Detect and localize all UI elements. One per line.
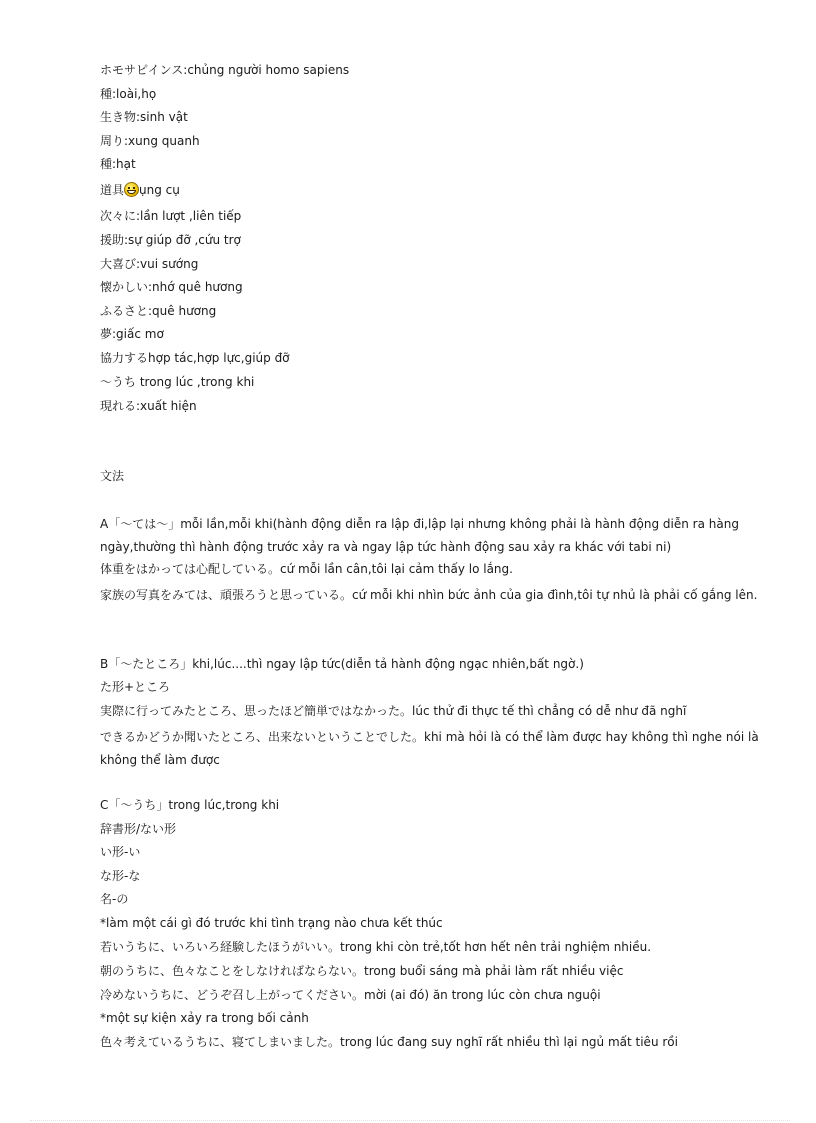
vocab-item: 懐かしい:nhớ quê hương	[100, 280, 243, 294]
vocab-item: 協力するhợp tác,hợp lực,giúp đỡ	[100, 351, 290, 365]
vocab-item: 次々に:lần lượt ,liên tiếp	[100, 209, 242, 223]
page-bottom-rule	[30, 1120, 790, 1121]
vocab-item: 援助:sự giúp đỡ ,cứu trợ	[100, 233, 241, 247]
vocab-item: 周り:xung quanh	[100, 134, 200, 148]
grammar-c-example: 冷めないうちに、どうぞ召し上がってください。mời (ai đó) ăn trong lúc còn chưa nguội	[100, 988, 601, 1002]
grammar-c-example: 朝のうちに、色々なことをしなければならない。trong buổi sáng mà phải làm rất nhiều việc	[100, 964, 624, 978]
grammar-b-example: 実際に行ってみたところ、思ったほど簡単ではなかった。lúc thử đi thực tế thì chẳng có dễ như đã nghĩ	[100, 704, 687, 718]
grammar-c-form: い形-い	[100, 845, 141, 859]
grammar-a-intro: A「〜ては〜」mỗi lần,mỗi khi(hành động diễn ra lập đi,lập lại nhưng không phải là hành động diễn ra hàng ngày,thường thì hành động trước xảy ra và ngay lập tức hành động sau xảy ra khác với tabi ni)	[100, 517, 739, 554]
grammar-c-form: な形-な	[100, 869, 141, 883]
vocab-item: 種:hạt	[100, 157, 136, 171]
vocab-item: ふるさと:quê hương	[100, 304, 217, 318]
grammar-c-example: 若いうちに、いろいろ経験したほうがいい。trong khi còn trẻ,tốt hơn hết nên trải nghiệm nhiều.	[100, 940, 652, 954]
grammar-c-form: 名-の	[100, 892, 129, 906]
grinning-face-emoji-icon	[124, 182, 139, 197]
vocab-item	[100, 182, 760, 198]
grammar-heading: 文法	[100, 469, 125, 483]
vocab-item: ホモサピインス:chủng người homo sapiens	[100, 63, 350, 77]
grammar-c-note: *một sự kiện xảy ra trong bối cảnh	[100, 1011, 309, 1025]
grammar-a-example: 家族の写真をみては、頑張ろうと思っている。cứ mỗi khi nhìn bức ảnh của gia đình,tôi tự nhủ là phải cố gắng lên.	[100, 588, 758, 602]
grammar-c-intro: C「〜うち」trong lúc,trong khi	[100, 798, 280, 812]
grammar-c-example: 色々考えているうちに、寝てしまいました。trong lúc đang suy nghĩ rất nhiều thì lại ngủ mất tiêu rồi	[100, 1035, 678, 1049]
grammar-c-form: 辞書形/ない形	[100, 822, 177, 836]
vocab-item: 夢:giấc mơ	[100, 327, 164, 341]
grammar-a-example: 体重をはかっては心配している。cứ mỗi lần cân,tôi lại cảm thấy lo lắng.	[100, 562, 513, 576]
vocab-meaning: ụng cụ	[139, 183, 180, 197]
vocab-item: 〜うち trong lúc ,trong khi	[100, 375, 255, 389]
vocab-item: 大喜び:vui sướng	[100, 257, 199, 271]
grammar-b-form: た形+ところ	[100, 680, 171, 694]
vocab-item: 種:loài,họ	[100, 87, 157, 101]
vocab-term: 道具	[100, 183, 125, 197]
vocab-item: 生き物:sinh vật	[100, 110, 188, 124]
grammar-b-example: できるかどうか聞いたところ、出来ないということでした。khi mà hỏi là có thể làm được hay không thì nghe nói là không thể làm được	[100, 730, 759, 767]
grammar-b-intro: B「〜たところ」khi,lúc....thì ngay lập tức(diễn tả hành động ngạc nhiên,bất ngờ.)	[100, 657, 584, 671]
vocab-item: 現れる:xuất hiện	[100, 399, 197, 413]
grammar-c-note: *làm một cái gì đó trước khi tình trạng nào chưa kết thúc	[100, 916, 443, 930]
